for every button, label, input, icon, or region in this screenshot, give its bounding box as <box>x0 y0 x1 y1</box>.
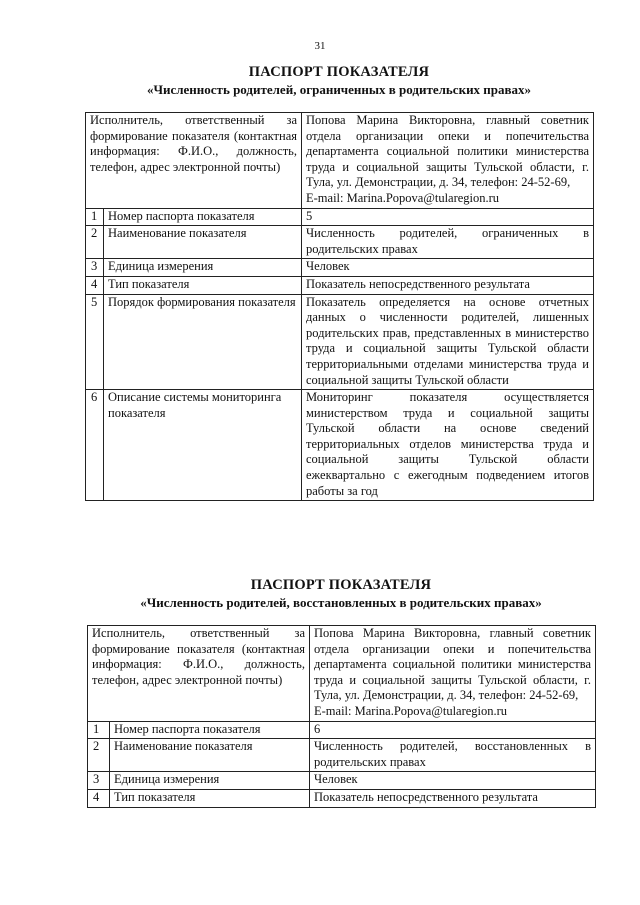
row-number: 3 <box>86 259 104 277</box>
row-number: 4 <box>86 276 104 294</box>
executor-text: Попова Марина Викторовна, главный советник отдела организации опеки и попечительства департамента социальной политики министерства труда и социальной защиты Тульской области, г. Тула, ул. Демонстрации, д. 34, телефон: 24-52-69, <box>306 113 589 190</box>
executor-label: Исполнитель, ответственный за формирование показателя (контактная информация: Ф.И.О., должность, телефон, адрес электронной почты) <box>88 626 310 722</box>
passport-table <box>87 625 596 808</box>
row-value: Численность родителей, восстановленных в родительских правах <box>310 739 596 772</box>
executor-value <box>302 113 594 209</box>
row-number: 1 <box>86 208 104 226</box>
row-number: 3 <box>88 772 110 790</box>
row-number: 1 <box>88 721 110 739</box>
table-row <box>86 294 594 390</box>
passport-table <box>85 112 594 501</box>
row-label: Единица измерения <box>110 772 310 790</box>
table-row <box>86 259 594 277</box>
passport-title: ПАСПОРТ ПОКАЗАТЕЛЯ <box>248 64 430 80</box>
row-label: Наименование показателя <box>104 226 302 259</box>
row-label: Порядок формирования показателя <box>104 294 302 390</box>
row-label: Наименование показателя <box>110 739 310 772</box>
executor-value <box>310 626 596 722</box>
passport-subtitle: «Численность родителей, ограниченных в родительских правах» <box>146 82 532 97</box>
executor-label: Исполнитель, ответственный за формирование показателя (контактная информация: Ф.И.О., должность, телефон, адрес электронной почты) <box>86 113 302 209</box>
passport-title: ПАСПОРТ ПОКАЗАТЕЛЯ <box>250 577 432 593</box>
row-label: Единица измерения <box>104 259 302 277</box>
executor-row <box>86 113 594 209</box>
row-label: Тип показателя <box>110 789 310 807</box>
row-value: 6 <box>310 721 596 739</box>
table-row <box>88 739 596 772</box>
row-number: 2 <box>88 739 110 772</box>
table-row <box>88 772 596 790</box>
table-row <box>86 276 594 294</box>
passport-subtitle: «Численность родителей, восстановленных в родительских правах» <box>140 595 542 610</box>
row-label: Описание системы мониторинга показателя <box>104 390 302 501</box>
row-label: Номер паспорта показателя <box>104 208 302 226</box>
passport-2 <box>87 576 595 808</box>
executor-row <box>88 626 596 722</box>
row-value: Показатель непосредственного результата <box>302 276 594 294</box>
table-row <box>86 208 594 226</box>
row-value: Мониторинг показателя осуществляется министерством труда и социальной защиты Тульской области на основе сведений территориальных отделов министерства труда и социальной защиты Тульской области ежеквартально с ежегодным подведением итогов работы за год <box>302 390 594 501</box>
executor-email: E-mail: Marina.Popova@tularegion.ru <box>314 703 508 718</box>
row-value: Человек <box>310 772 596 790</box>
row-value: Численность родителей, ограниченных в родительских правах <box>302 226 594 259</box>
row-number: 2 <box>86 226 104 259</box>
row-number: 6 <box>86 390 104 501</box>
row-number: 4 <box>88 789 110 807</box>
table-row <box>88 721 596 739</box>
row-number: 5 <box>86 294 104 390</box>
table-row <box>86 390 594 501</box>
row-label: Номер паспорта показателя <box>110 721 310 739</box>
row-value: Показатель непосредственного результата <box>310 789 596 807</box>
row-value: Человек <box>302 259 594 277</box>
row-label: Тип показателя <box>104 276 302 294</box>
executor-text: Попова Марина Викторовна, главный советник отдела организации опеки и попечительства департамента социальной политики министерства труда и социальной защиты Тульской области, г. Тула, ул. Демонстрации, д. 34, телефон: 24-52-69, <box>314 626 591 703</box>
passport-1 <box>85 63 593 501</box>
row-value: 5 <box>302 208 594 226</box>
table-row <box>86 226 594 259</box>
page-number: 31 <box>314 40 326 52</box>
executor-email: E-mail: Marina.Popova@tularegion.ru <box>306 190 500 205</box>
row-value: Показатель определяется на основе отчетных данных о численности родителей, лишенных родительских прав, представленных в министерство труда и социальной защиты Тульской области территориальными отделами министерства труда и социальной защиты Тульской области <box>302 294 594 390</box>
table-row <box>88 789 596 807</box>
